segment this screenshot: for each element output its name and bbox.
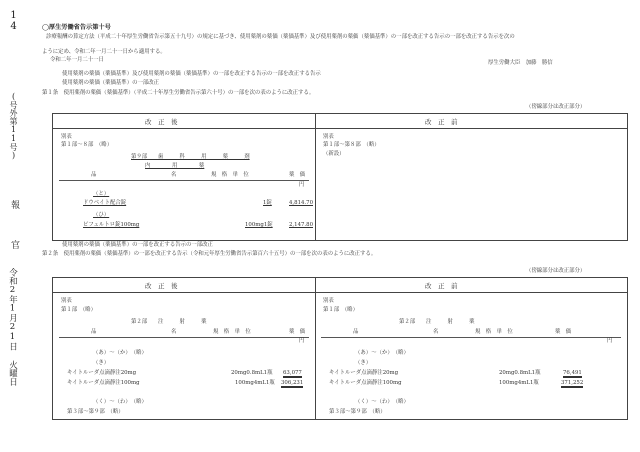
issue-number: (号外第11号) [9,92,18,160]
revision-note-2: （傍線部分は改正部分） [526,268,586,274]
t1-left-unit: 円 [299,182,305,188]
t2-left-item-1-price: 63,077 [283,370,302,376]
t2-right-col-name-2: 名 [433,329,439,335]
t1-left-col-spec: 規 格 単 位 [211,172,249,178]
t2-left-item-2-price: 306,231 [281,380,304,386]
t2-left-sub-ku-wa: （く）～（わ） （略） [93,399,147,405]
page-number: 14 [8,10,19,32]
t1-left-sub-hi: （ひ） [93,212,110,218]
t2-left-col-name-1: 品 [91,329,97,335]
t2-right-item-1-price: 76,491 [563,370,582,376]
t2-left-col-spec: 規 格 単 位 [213,329,251,335]
notice-title: ◯厚生労働省告示第十号 [42,24,111,31]
t2-right-col-spec: 規 格 単 位 [475,329,513,335]
t1-left-rule-1 [59,180,309,181]
revision-table-2 [52,277,628,420]
t1-left-col-name-2: 名 [171,172,177,178]
t2-right-part2: 第２部 注 射 薬 [399,319,475,325]
table-2-header [53,278,627,293]
t1-left-item-1-price: 4,814.70 [289,200,314,206]
t2-right-item-2-price: 371,252 [561,380,584,386]
notice-body-1: 診療報酬の算定方法（平成二十年厚生労働省告示第五十九号）の規定に基づき、使用薬剤の薬価（薬価基準）及び使用薬剤の薬価（薬価基準）の一部を改正する告示の一部を改正する告示を次の [46,34,515,40]
t2-left-item-2: キイトルーダ点滴静注100mg [67,380,140,386]
t2-left-parts-end: 第３部～第９部 （略） [67,409,124,415]
t2-left-item-2-spec: 100mg4mL1瓶 [235,380,275,386]
t2-right-sub-a-ka: （あ）～（か） （略） [355,350,409,356]
t2-right-col-price: 薬 価 [555,329,572,335]
t1-left-item-2: ピフェルトロ錠100mg [83,222,140,228]
t1-left-col-name-1: 品 [91,172,97,178]
t2-left-unit: 円 [299,338,305,344]
gazette-label: 報 [9,200,19,209]
t2-right-rule-1 [321,337,621,338]
t2-right-unit: 円 [607,338,613,344]
t2-right-item-2-spec: 100mg4mL1瓶 [499,380,539,386]
t1-left-part9: 第９部 歯 科 用 薬 剤 [131,154,250,160]
t2-right-appendix: 別表 [323,298,334,304]
notice-body-2: ように定め、令和二年一月二十一日から適用する。 [42,49,166,55]
notice-heading: 使用薬剤の薬価（薬価基準）の一部改正 [62,80,160,86]
t2-left-appendix: 別表 [61,298,72,304]
t2-left-part1: 第１部 （略） [61,307,97,313]
t1-left-sub-to: （と） [93,191,110,197]
t1-left-appendix: 別表 [61,134,72,140]
issue-date: 令和2年1月21日 火曜日 [7,268,18,386]
notice-signer: 厚生労働大臣 加藤 勝信 [488,60,553,66]
table-1-after-heading: 改 正 後 [145,118,178,126]
notice-date: 令和二年一月二十一日 [50,57,104,63]
t1-left-item-2-spec: 100mg1錠 [245,222,273,228]
t1-right-appendix: 別表 [323,134,334,140]
t2-right-sub-ku-wa: （く）～（わ） （略） [355,399,409,405]
table-2-divider [315,278,316,419]
revision-table-1 [52,113,628,241]
table-1-divider [315,114,316,240]
article-2: 第２条 使用薬剤の薬価（薬価基準）の一部を改正する告示（令和元年厚生労働省告示第百六十五号）の一部を次の表のように改正する。 [42,251,377,257]
t2-right-sub-ki: （き） [355,360,372,366]
table-2-before-heading: 改 正 前 [425,282,458,290]
article-1: 第１条 使用薬剤の薬価（薬価基準）（平成二十年厚生労働省告示第六十号）の一部を次の表のように改正する。 [42,90,315,96]
notice-subject: 使用薬剤の薬価（薬価基準）及び使用薬剤の薬価（薬価基準）の一部を改正する告示の一部を改正する告示 [62,71,321,77]
gazette-label-2: 官 [9,240,19,249]
table-1-before-heading: 改 正 前 [425,118,458,126]
table-2-after-heading: 改 正 後 [145,282,178,290]
t1-left-item-2-price: 2,147.80 [289,222,314,228]
t1-left-col-price: 薬 価 [289,172,306,178]
t2-right-part1: 第１部 （略） [323,307,359,313]
t2-right-item-2: キイトルーダ点滴静注100mg [329,380,402,386]
t2-left-item-1-spec: 20mg0.8mL1瓶 [231,370,273,376]
revision-note-1: （傍線部分は改正部分） [526,104,586,110]
t1-right-new: （新設） [323,151,345,157]
t2-left-sub-ki: （き） [93,360,110,366]
t1-left-item-1-spec: 1錠 [263,200,272,206]
t1-left-parts: 第１部～８部 （略） [61,142,113,148]
t2-left-col-name-2: 名 [171,329,177,335]
t2-left-part2: 第２部 注 射 薬 [131,319,207,325]
t2-right-col-name-1: 品 [353,329,359,335]
t1-right-parts: 第１部～第８部 （略） [323,142,380,148]
t2-right-item-1-spec: 20mg0.8mL1瓶 [499,370,541,376]
t2-left-rule-1 [59,337,309,338]
t2-left-col-price: 薬 価 [289,329,306,335]
table-1-header [53,114,627,129]
mid-heading: 使用薬剤の薬価（薬価基準）の一部を改正する告示の一部改正 [62,242,213,248]
t2-left-item-1: キイトルーダ点滴静注20mg [67,370,137,376]
t1-left-item-1: ドウベイト配合錠 [83,200,127,206]
t1-left-oral: 内 用 薬 [145,163,205,169]
t2-left-sub-a-ka: （あ）～（か） （略） [93,350,147,356]
t2-right-parts-end: 第３部～第９部 （略） [329,409,386,415]
t2-right-item-1: キイトルーダ点滴静注20mg [329,370,399,376]
